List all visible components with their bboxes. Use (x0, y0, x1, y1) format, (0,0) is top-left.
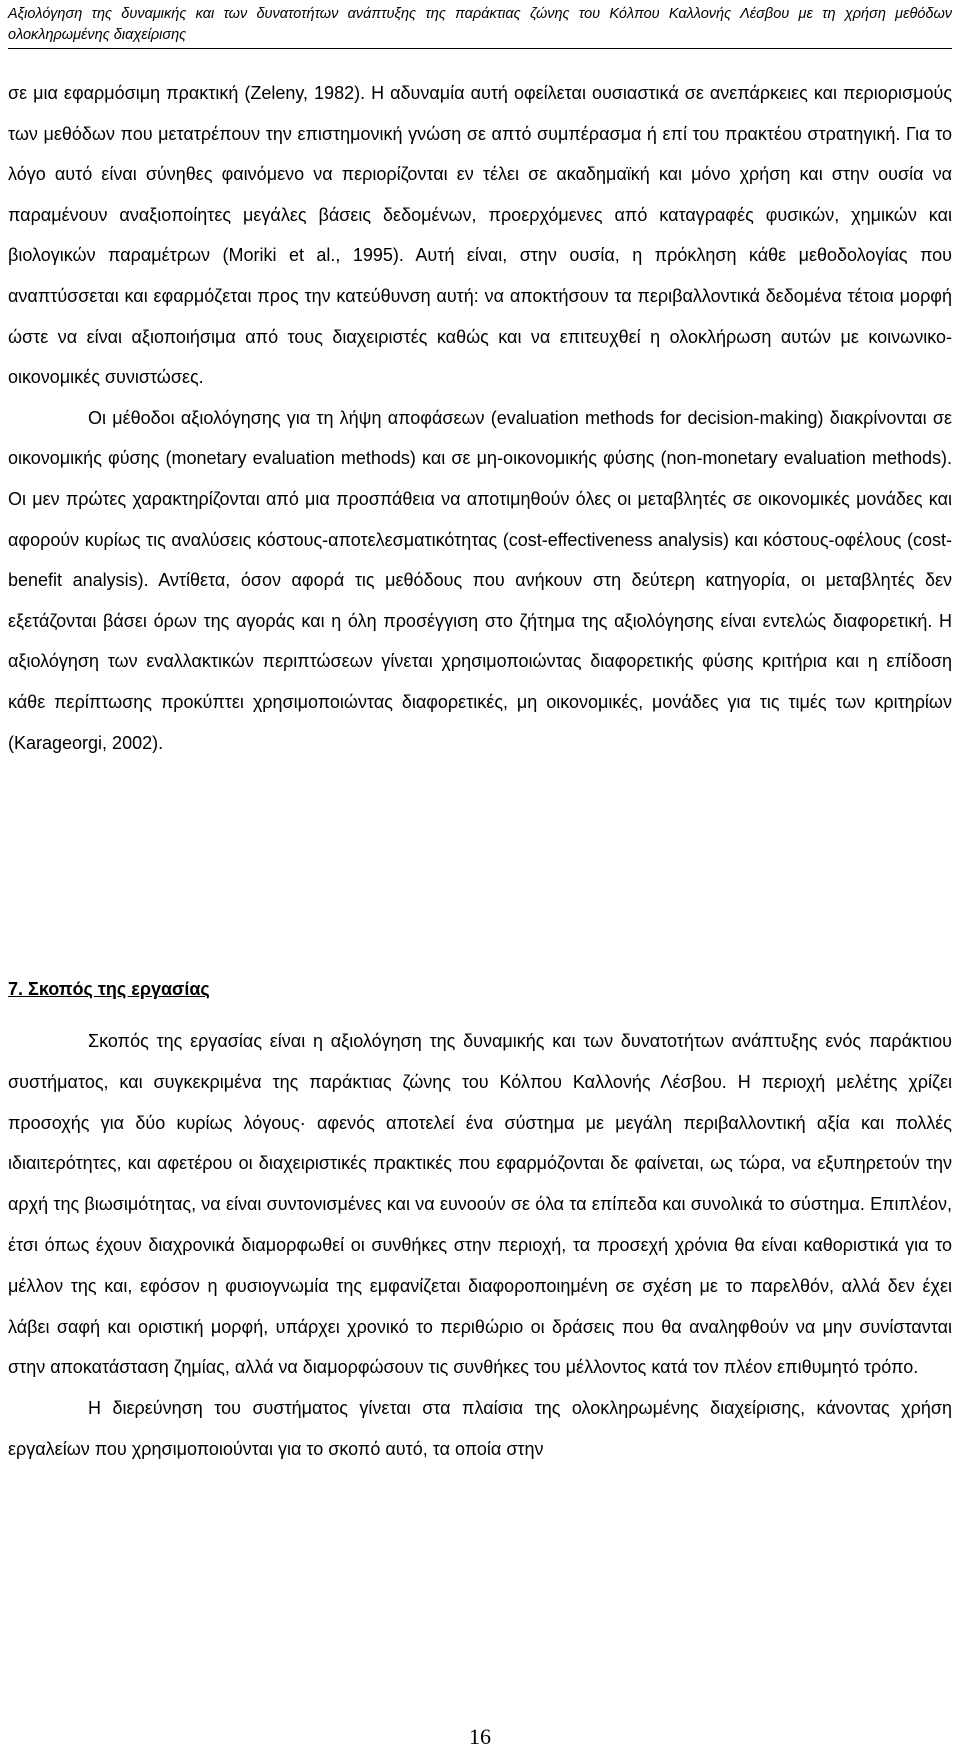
paragraph-investigation: Η διερεύνηση του συστήματος γίνεται στα πλαίσια της ολοκληρωμένης διαχείρισης, κάνοντας χρήση εργαλείων που χρησιμοποιούνται για το σκοπό αυτό, τα οποία στην (8, 1398, 952, 1459)
header-divider (8, 48, 952, 49)
section-text-block (8, 1021, 952, 1470)
section-heading: 7. Σκοπός της εργασίας (8, 979, 210, 999)
running-header: Αξιολόγηση της δυναμικής και των δυνατοτήτων ανάπτυξης της παράκτιας ζώνης του Κόλπου Καλλονής Λέσβου με τη χρήση μεθόδων ολοκληρωμένης διαχείρισης (8, 6, 952, 43)
paragraph-aim: Σκοπός της εργασίας είναι η αξιολόγηση της δυναμικής και των δυνατοτήτων ανάπτυξης ενός παράκτιου συστήματος, και συγκεκριμένα της παράκτιας ζώνης του Κόλπου Καλλονής Λέσβου. Η περιοχή μελέτης χρίζει προσοχής για δύο κυρίως λόγους· αφενός αποτελεί ένα σύστημα με μεγάλη περιβαλλοντική αξία και πολλές ιδιαιτερότητες, και αφετέρου οι διαχειριστικές πρακτικές που εφαρμόζονται δε φαίνεται, ως τώρα, να εξυπηρετούν την αρχή της βιωσιμότητας, να είναι συντονισμένες και να ευνοούν σε όλα τα επίπεδα και συνολικά το σύστημα. Επιπλέον, έτσι όπως έχουν διαχρονικά διαμορφωθεί οι συνθήκες στην περιοχή, τα προσεχή χρόνια θα είναι καθοριστικά για το μέλλον της και, εφόσον η φυσιογνωμία της εμφανίζεται διαφοροποιημένη σε σχέση με το παρελθόν, αλλά δεν έχει λάβει σαφή και οριστική μορφή, υπάρχει χρονικό το περιθώριο οι δράσεις που θα αναληφθούν να μην συνίστανται στην αποκατάσταση ζημίας, αλλά να διαμορφώσουν τις συνθήκες του μέλλοντος κατά τον πλέον επιθυμητό τρόπο. (8, 1031, 952, 1378)
page-number: 16 (469, 1724, 491, 1749)
paragraph-continuation: σε μια εφαρμόσιμη πρακτική (Zeleny, 1982). Η αδυναμία αυτή οφείλεται ουσιαστικά σε ανεπάρκειες και περιορισμούς των μεθόδων που μετατρέπουν την επιστημονική γνώση σε απτό συμπέρασμα ή επί του πρακτέου στρατηγική. Για το λόγο αυτό είναι σύνηθες φαινόμενο να περιορίζονται εν τέλει σε ακαδημαϊκή και μόνο χρήση και στην ουσία να παραμένουν αναξιοποίητες μεγάλες βάσεις δεδομένων, προερχόμενες από καταγραφές φυσικών, χημικών και βιολογικών παραμέτρων (Moriki et al., 1995). Αυτή είναι, στην ουσία, η πρόκληση κάθε μεθοδολογίας που αναπτύσσεται και εφαρμόζεται προς την κατεύθυνση αυτή: να αποκτήσουν τα περιβαλλοντικά δεδομένα τέτοια μορφή ώστε να είναι αξιοποιήσιμα από τους διαχειριστές καθώς και να επιτευχθεί η ολοκλήρωση αυτών με κοινωνικο-οικονομικές συνιστώσες. (8, 83, 952, 388)
paragraph-evaluation-methods: Οι μέθοδοι αξιολόγησης για τη λήψη αποφάσεων (evaluation methods for decision-making) διακρίνονται σε οικονομικής φύσης (monetary evaluation methods) και σε μη-οικονομικής φύσης (non-monetary evaluation methods). Οι μεν πρώτες χαρακτηρίζονται από μια προσπάθεια να αποτιμηθούν όλες οι μεταβλητές σε οικονομικές μονάδες και αφορούν κυρίως τις αναλύσεις κόστους-αποτελεσματικότητας (cost-effectiveness analysis) και κόστους-οφέλους (cost-benefit analysis). Αντίθετα, όσον αφορά τις μεθόδους που ανήκουν στη δεύτερη κατηγορία, οι μεταβλητές δεν εξετάζονται βάσει όρων της αγοράς και η όλη προσέγγιση στο ζήτημα της αξιολόγησης είναι εντελώς διαφορετική. Η αξιολόγηση των εναλλακτικών περιπτώσεων γίνεται χρησιμοποιώντας διαφορετικής φύσης κριτήρια και η επίδοση κάθε περίπτωσης προκύπτει χρησιμοποιώντας διαφορετικές, μη οικονομικές, μονάδες για τις τιμές των κριτηρίων (Karageorgi, 2002). (8, 407, 952, 753)
intro-text-block (8, 73, 952, 763)
